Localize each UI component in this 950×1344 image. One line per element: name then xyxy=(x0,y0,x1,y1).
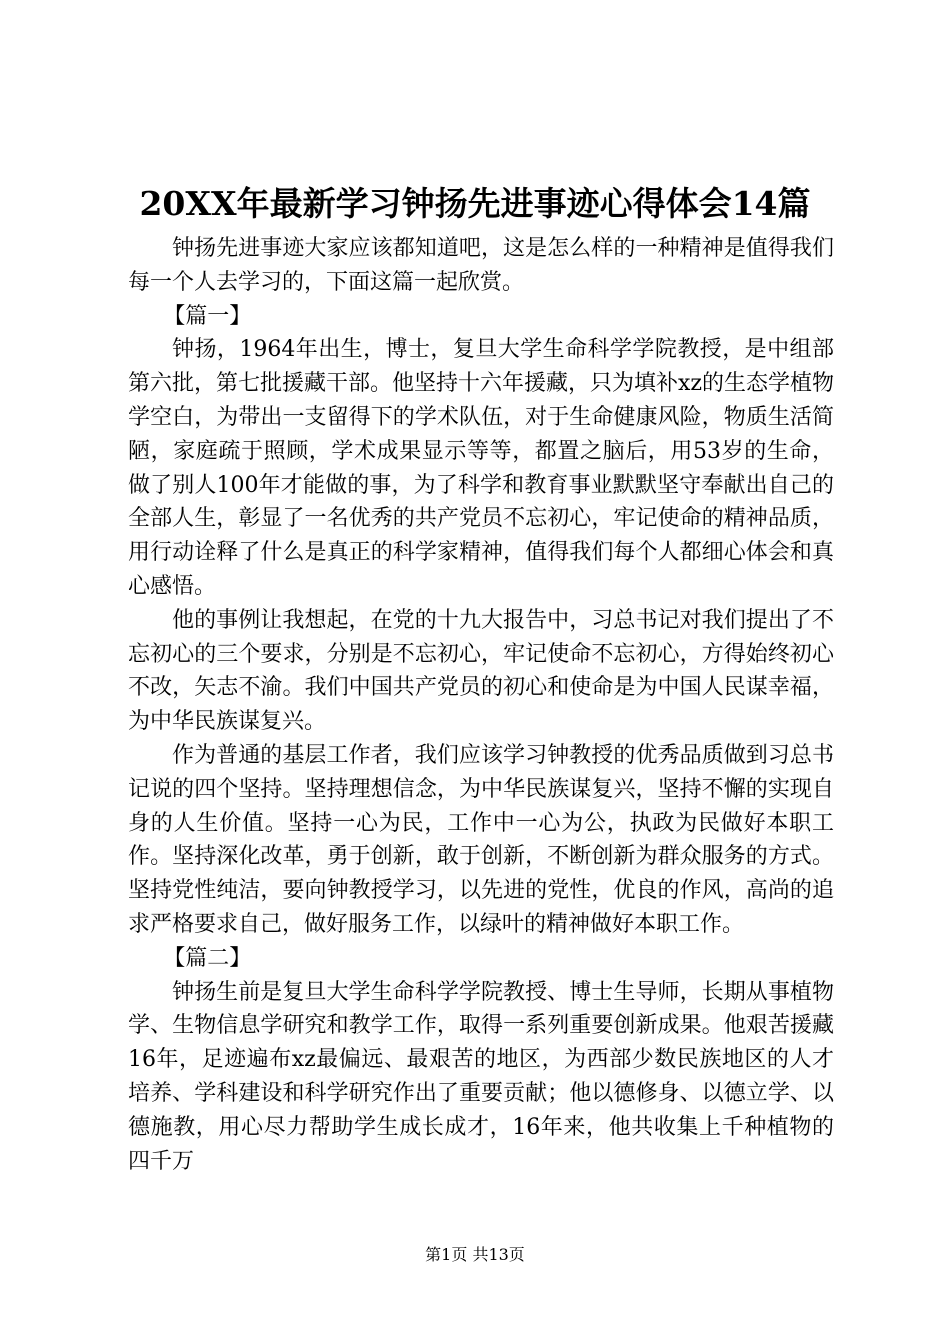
body-paragraph: 作为普通的基层工作者，我们应该学习钟教授的优秀品质做到习总书记说的四个坚持。坚持理想信念，为中华民族谋复兴，坚持不懈的实现自身的人生价值。坚持一心为民，工作中一心为公，执政为民做好本职工作。坚持深化改革，勇于创新，敢于创新，不断创新为群众服务的方式。坚持党性纯洁，要向钟教授学习，以先进的党性，优良的作风，高尚的追求严格要求自己，做好服务工作，以绿叶的精神做好本职工作。 xyxy=(128,742,834,937)
body-paragraph: 钟扬生前是复旦大学生命科学学院教授、博士生导师，长期从事植物学、生物信息学研究和教学工作，取得一系列重要创新成果。他艰苦援藏16年，足迹遍布xz最偏远、最艰苦的地区，为西部少数民族地区的人才培养、学科建设和科学研究作出了重要贡献；他以德修身、以德立学、以德施教，用心尽力帮助学生成长成才，16年来，他共收集上千种植物的四千万 xyxy=(128,979,834,1174)
body-paragraph: 他的事例让我想起，在党的十九大报告中，习总书记对我们提出了不忘初心的三个要求，分别是不忘初心，牢记使命不忘初心，方得始终初心不改，矢志不渝。我们中国共产党员的初心和使命是为中国人民谋幸福，为中华民族谋复兴。 xyxy=(128,607,834,735)
body-paragraph: 钟扬，1964年出生，博士，复旦大学生命科学学院教授，是中组部第六批，第七批援藏干部。他坚持十六年援藏，只为填补xz的生态学植物学空白，为带出一支留得下的学术队伍，对于生命健康风险，物质生活简陋，家庭疏于照顾，学术成果显示等等，都置之脑后，用53岁的生命，做了别人100年才能做的事，为了科学和教育事业默默坚守奉献出自己的全部人生，彰显了一名优秀的共产党员不忘初心，牢记使命的精神品质，用行动诠释了什么是真正的科学家精神，值得我们每个人都细心体会和真心感悟。 xyxy=(128,337,835,599)
section-heading-2: 【篇二】 xyxy=(163,945,252,971)
intro-paragraph: 钟扬先进事迹大家应该都知道吧，这是怎么样的一种精神是值得我们每一个人去学习的，下面这篇一起欣赏。 xyxy=(128,236,834,295)
section-heading-1: 【篇一】 xyxy=(163,303,252,329)
page-number-footer: 第1页 共13页 xyxy=(425,1245,525,1264)
document-title: 20XX年最新学习钟扬先进事迹心得体会14篇 xyxy=(139,184,811,223)
document-body xyxy=(128,232,834,1178)
